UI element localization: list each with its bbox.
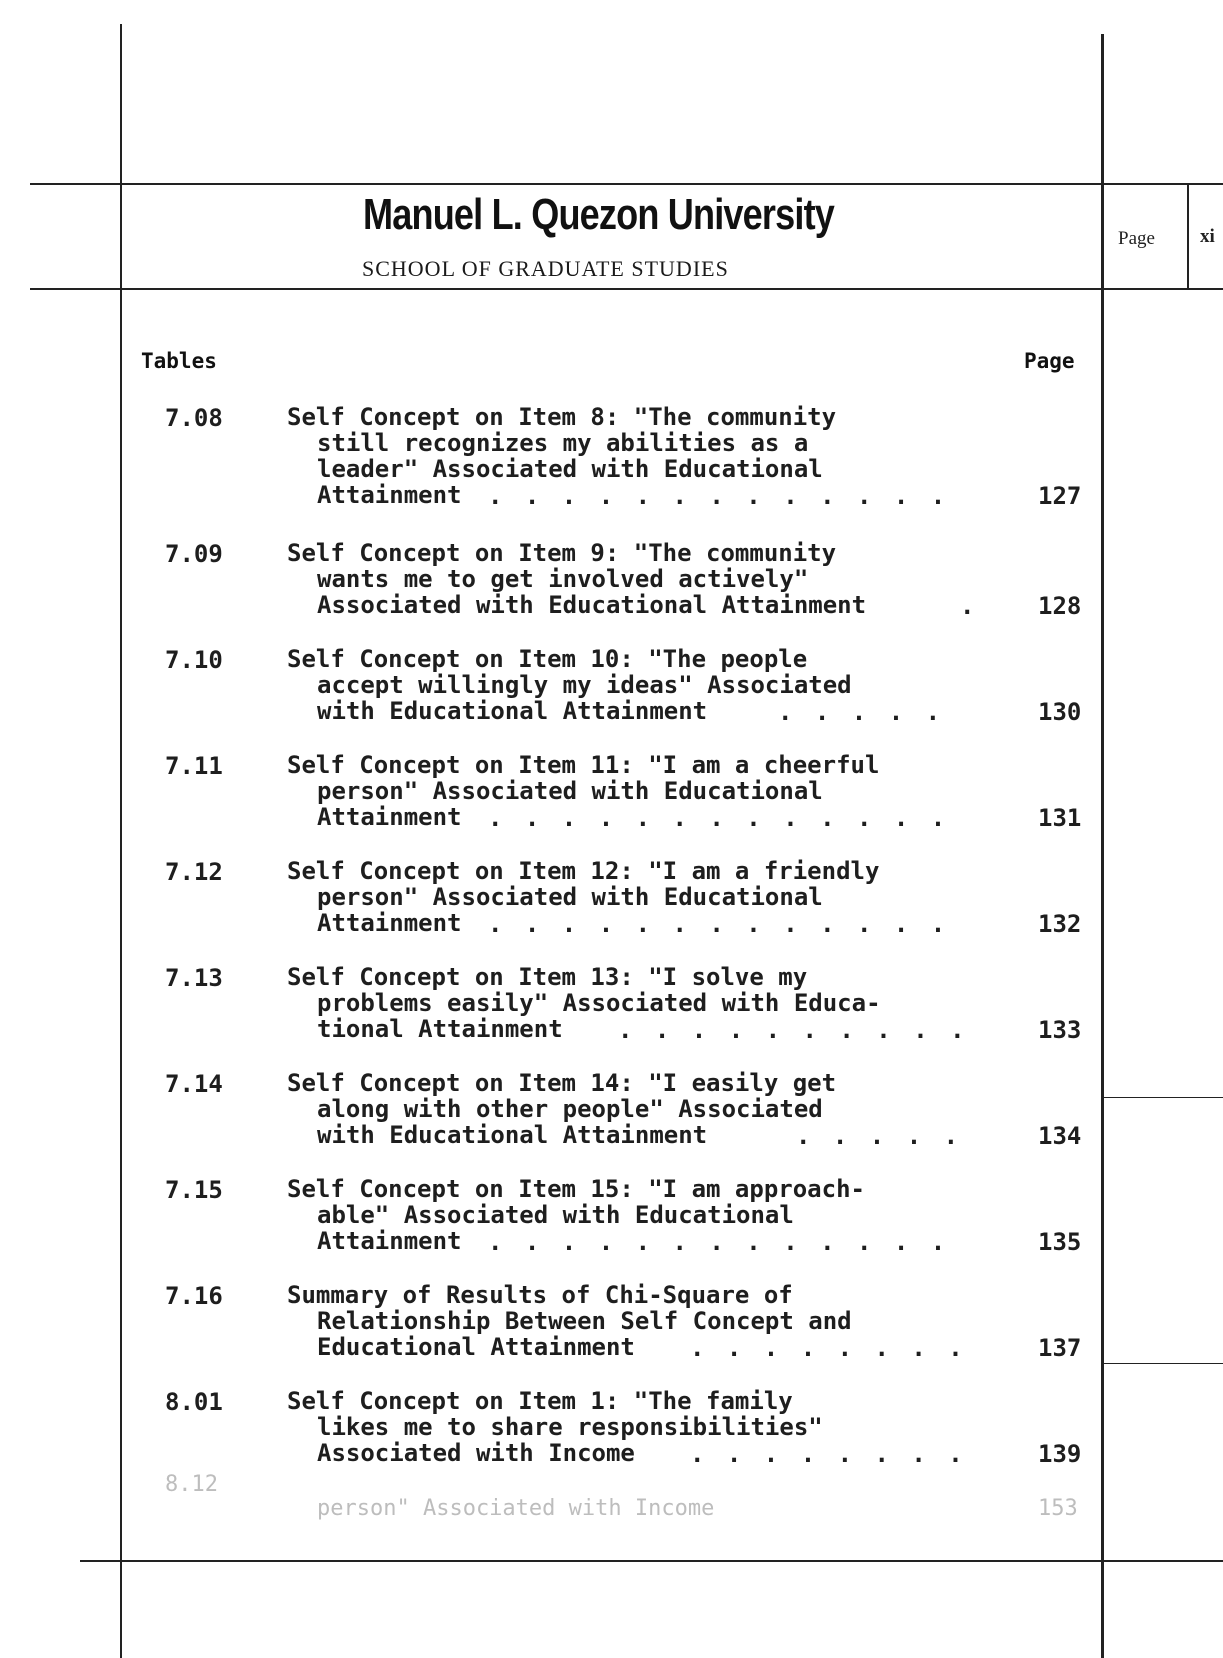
table-title-line: along with other people" Associated — [317, 1095, 823, 1123]
side-box-divider — [1187, 184, 1189, 290]
table-title-line: with Educational Attainment — [317, 1121, 708, 1149]
side-rule-2 — [1104, 1363, 1223, 1364]
dot-leader: . . . . . . . . — [690, 1440, 967, 1468]
bleed-through-text: person" Associated with Income — [317, 1496, 715, 1521]
dot-leader: . . . . . . . . — [690, 1334, 967, 1362]
table-title-line: Self Concept on Item 11: "I am a cheerful — [287, 751, 880, 779]
table-number: 8.01 — [165, 1388, 223, 1416]
table-number: 7.15 — [165, 1176, 223, 1204]
table-title-line: leader" Associated with Educational — [317, 455, 823, 483]
page-number: 132 — [1038, 910, 1082, 938]
page-column-heading: Page — [1024, 349, 1075, 373]
table-title-line: with Educational Attainment — [317, 697, 708, 725]
dot-leader: . . . . . . . . . . . . . — [488, 804, 950, 832]
table-title-line: Self Concept on Item 12: "I am a friendly — [287, 857, 880, 885]
dot-leader: . . . . . . . . . . — [618, 1016, 969, 1044]
table-title-line: Associated with Educational Attainment — [317, 591, 867, 619]
table-title-line: tional Attainment — [317, 1015, 563, 1043]
table-title-line: Attainment — [317, 481, 462, 509]
table-title-line: Attainment — [317, 803, 462, 831]
table-number: 7.09 — [165, 540, 223, 568]
table-title-line: Self Concept on Item 1: "The family — [287, 1387, 793, 1415]
table-title-line: able" Associated with Educational — [317, 1201, 794, 1229]
bleed-through-number: 8.12 — [165, 1472, 218, 1497]
table-title-line: Attainment — [317, 909, 462, 937]
table-title-line: Summary of Results of Chi-Square of — [287, 1281, 793, 1309]
table-title — [287, 540, 866, 618]
school-name: SCHOOL OF GRADUATE STUDIES — [362, 256, 729, 281]
table-title-line: wants me to get involved actively" — [317, 565, 809, 593]
table-number: 7.08 — [165, 404, 223, 432]
table-title-line: Self Concept on Item 8: "The community — [287, 403, 837, 431]
header-bottom-rule — [30, 288, 1223, 290]
table-title-line: Associated with Income — [317, 1439, 635, 1467]
table-number: 7.14 — [165, 1070, 223, 1098]
side-page-label: Page — [1118, 228, 1155, 249]
right-margin-rule — [1101, 34, 1104, 1658]
page-number: 133 — [1038, 1016, 1082, 1044]
bleed-through-page: 153 — [1038, 1496, 1078, 1521]
page-number: 139 — [1038, 1440, 1082, 1468]
dot-leader: . — [960, 592, 979, 620]
table-title — [287, 646, 852, 724]
table-title-line: Self Concept on Item 13: "I solve my — [287, 963, 808, 991]
dot-leader: . . . . . . . . . . . . . — [488, 1228, 950, 1256]
table-title-line: Self Concept on Item 9: "The community — [287, 539, 837, 567]
left-margin-rule — [120, 24, 122, 1658]
tables-column-heading: Tables — [141, 349, 217, 373]
table-title-line: Attainment — [317, 1227, 462, 1255]
table-title-line: likes me to share responsibilities" — [317, 1413, 823, 1441]
page-number: 137 — [1038, 1334, 1082, 1362]
university-name: Manuel L. Quezon University — [363, 190, 835, 239]
table-title-line: still recognizes my abilities as a — [317, 429, 809, 457]
header-top-rule — [30, 183, 1223, 185]
table-number: 7.10 — [165, 646, 223, 674]
side-page-number: xi — [1200, 226, 1215, 247]
table-title-line: Relationship Between Self Concept and — [317, 1307, 852, 1335]
dot-leader: . . . . . — [796, 1122, 963, 1150]
bottom-rule — [80, 1560, 1223, 1562]
table-number: 7.11 — [165, 752, 223, 780]
dot-leader: . . . . . . . . . . . . . — [488, 910, 950, 938]
table-title-line: Educational Attainment — [317, 1333, 635, 1361]
table-number: 7.12 — [165, 858, 223, 886]
page-number: 135 — [1038, 1228, 1082, 1256]
page-number: 130 — [1038, 698, 1082, 726]
page-number: 134 — [1038, 1122, 1082, 1150]
table-number: 7.16 — [165, 1282, 223, 1310]
page-number: 128 — [1038, 592, 1082, 620]
page-number: 131 — [1038, 804, 1082, 832]
side-rule-1 — [1104, 1097, 1223, 1098]
table-title-line: problems easily" Associated with Educa- — [317, 989, 881, 1017]
table-title-line: person" Associated with Educational — [317, 777, 823, 805]
table-title-line: Self Concept on Item 14: "I easily get — [287, 1069, 837, 1097]
table-title-line: accept willingly my ideas" Associated — [317, 671, 852, 699]
dot-leader: . . . . . — [778, 698, 945, 726]
table-title-line: person" Associated with Educational — [317, 883, 823, 911]
table-title-line: Self Concept on Item 15: "I am approach- — [287, 1175, 865, 1203]
table-title-line: Self Concept on Item 10: "The people — [287, 645, 808, 673]
table-title — [287, 1070, 836, 1148]
table-number: 7.13 — [165, 964, 223, 992]
dot-leader: . . . . . . . . . . . . . — [488, 482, 950, 510]
page-number: 127 — [1038, 482, 1082, 510]
